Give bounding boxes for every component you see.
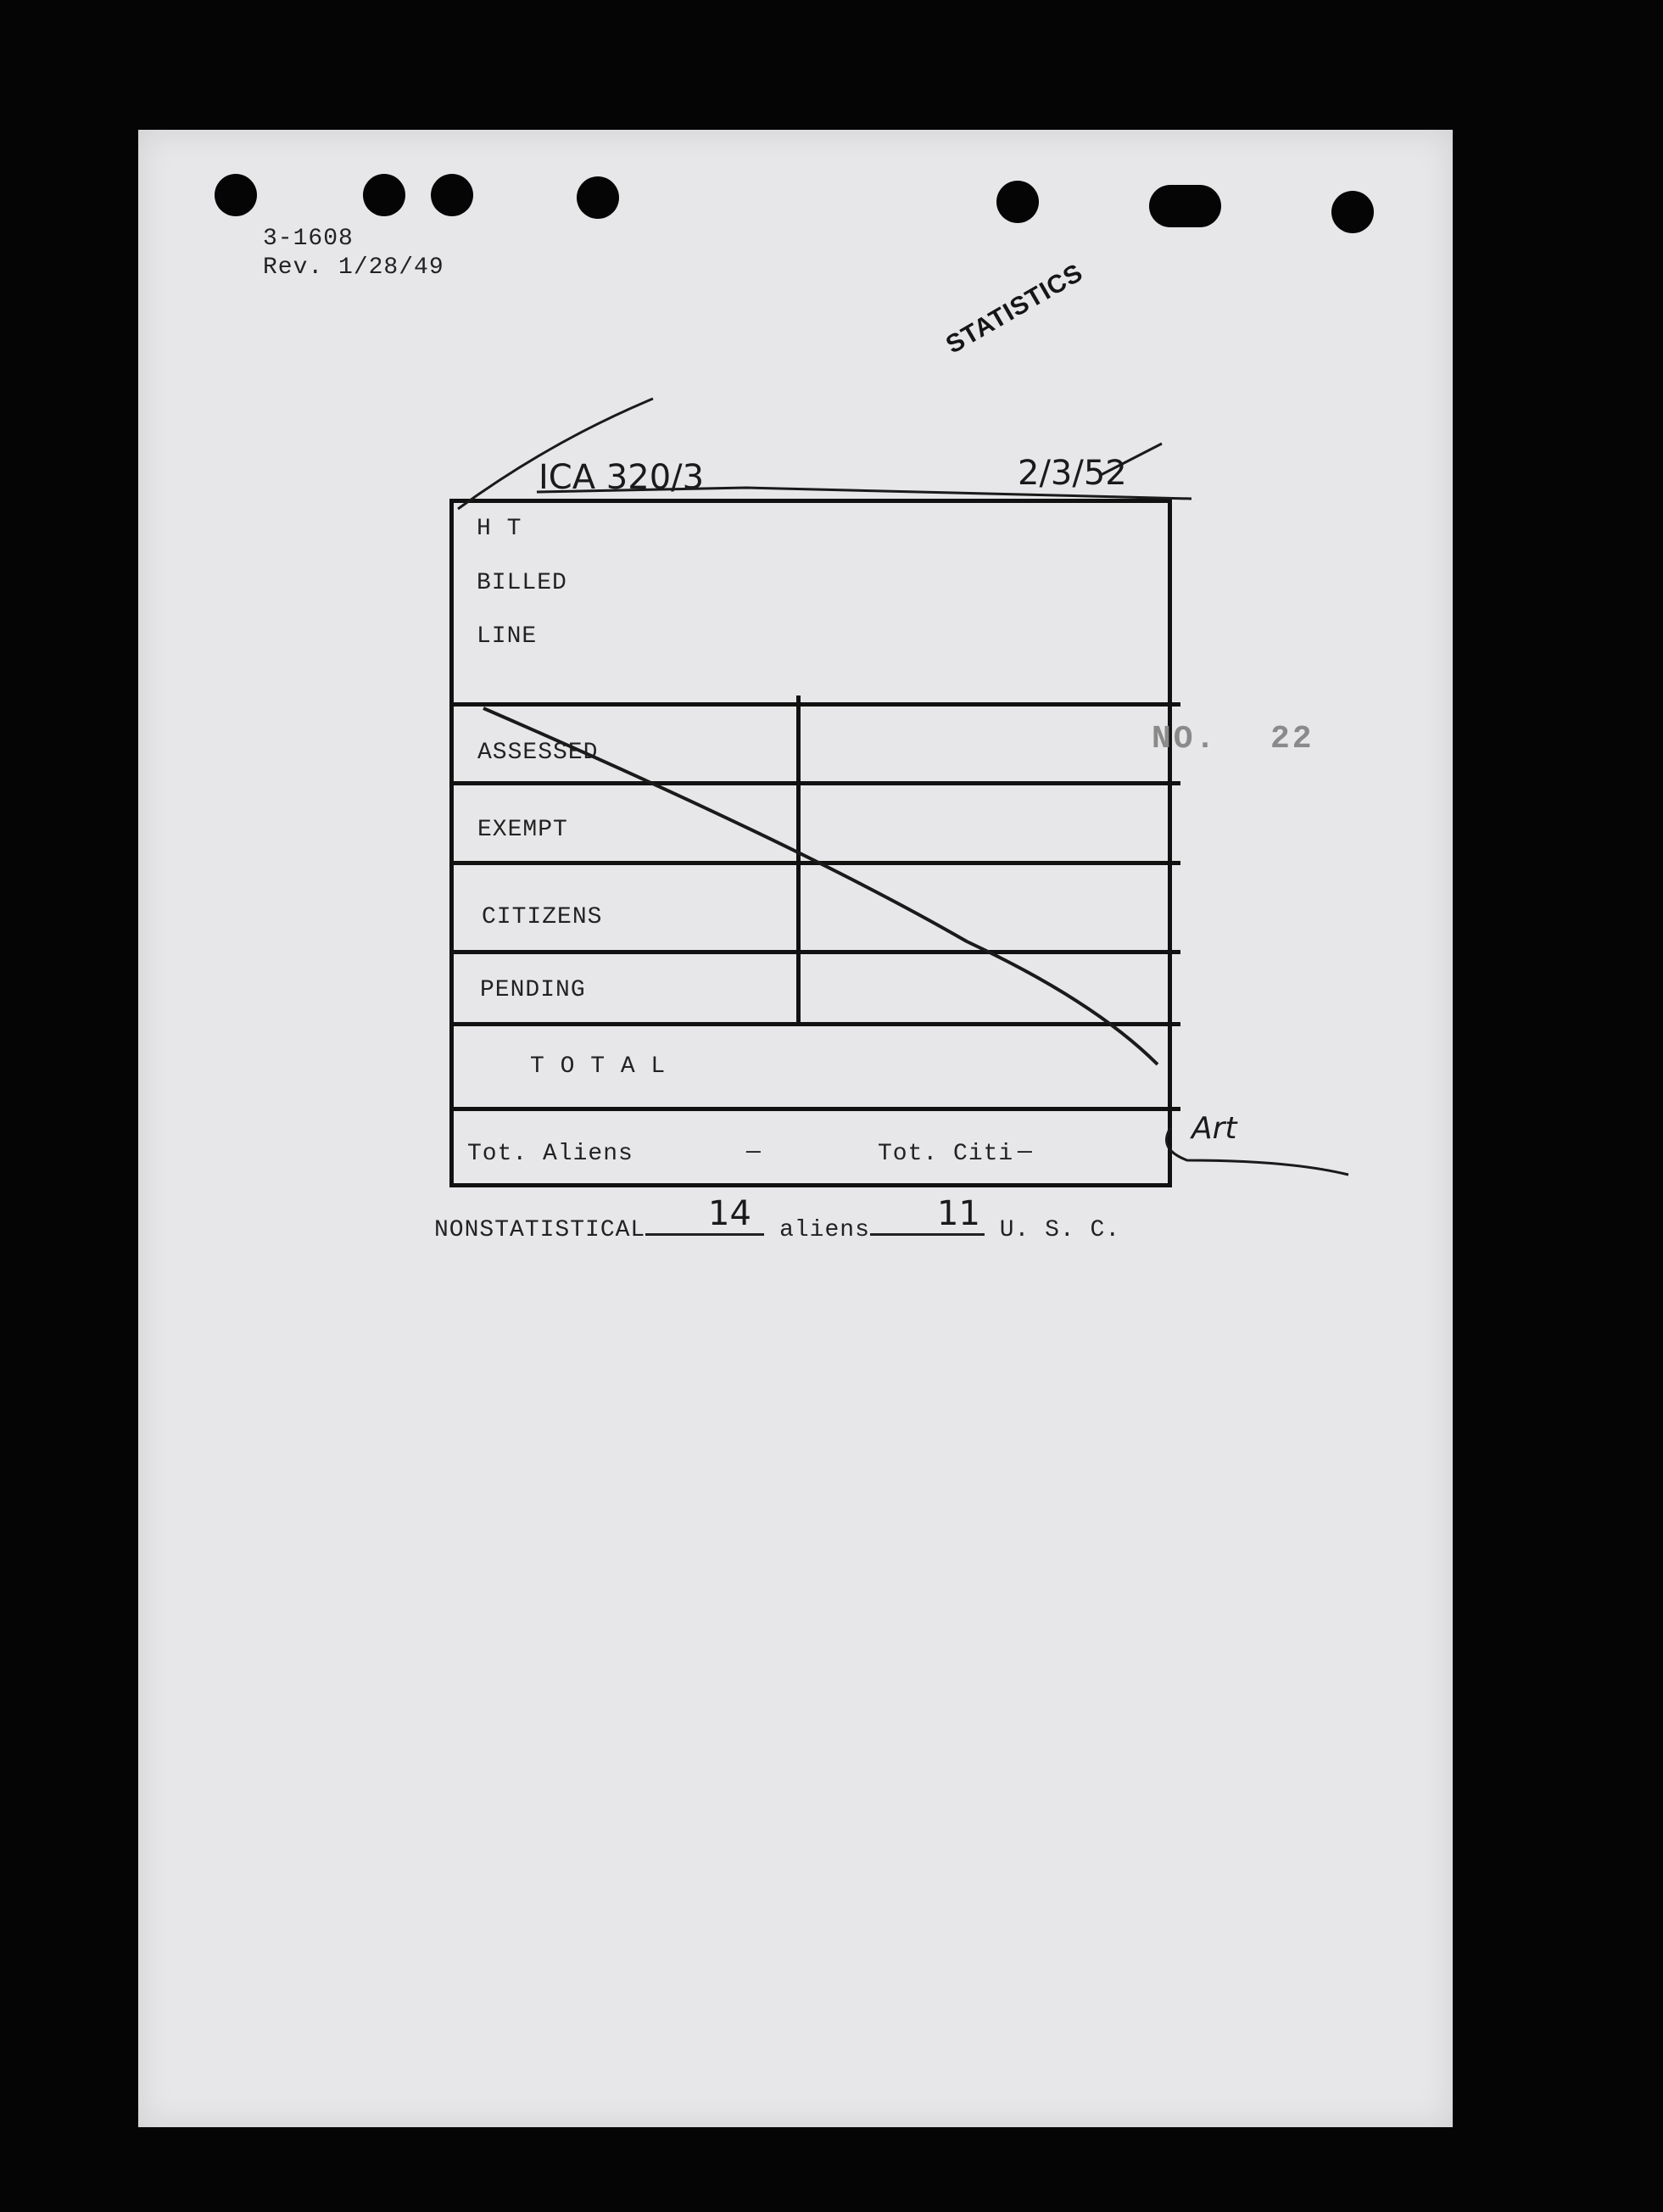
statistics-stamp: STATISTICS xyxy=(941,258,1088,360)
nonstatistical-line xyxy=(434,1217,1120,1243)
handwritten-file-reference: ICA 320/3 xyxy=(539,458,705,497)
punch-hole xyxy=(1331,191,1374,233)
table-divider xyxy=(449,1107,1180,1111)
side-note-value: 22 xyxy=(1270,721,1314,757)
punch-hole xyxy=(1149,185,1221,227)
form-number: 3-1608 xyxy=(263,226,354,252)
row-label-citizens: CITIZENS xyxy=(482,904,603,930)
handwritten-date: 2/3/52 xyxy=(1018,454,1127,493)
statistics-form-box xyxy=(449,499,1172,1187)
table-divider xyxy=(449,781,1180,785)
total-label: T O T A L xyxy=(530,1053,667,1080)
handwritten-usc-count: 11 xyxy=(937,1194,980,1233)
table-divider xyxy=(449,1022,1180,1026)
usc-label: U. S. C. xyxy=(999,1217,1121,1243)
header-line-billed: BILLED xyxy=(477,570,567,596)
row-label-assessed: ASSESSED xyxy=(477,740,599,766)
row-label-exempt: EXEMPT xyxy=(477,817,568,843)
tot-citizens-value: — xyxy=(1018,1139,1033,1165)
handwritten-aliens-count: 14 xyxy=(708,1194,751,1233)
side-note-label: NO. xyxy=(1152,721,1218,757)
punch-hole xyxy=(363,174,405,216)
table-divider xyxy=(449,950,1180,954)
form-number-block xyxy=(263,225,444,282)
punch-hole xyxy=(431,174,473,216)
table-divider xyxy=(449,861,1180,865)
tot-aliens-label: Tot. Aliens xyxy=(467,1141,633,1167)
header-line-line: LINE xyxy=(477,623,538,650)
tot-aliens-value: — xyxy=(746,1139,762,1165)
row-label-pending: PENDING xyxy=(480,977,586,1003)
punch-hole xyxy=(996,181,1039,223)
header-line-ht: H T xyxy=(477,516,522,542)
aliens-label: aliens xyxy=(779,1217,870,1243)
nonstatistical-label: NONSTATISTICAL xyxy=(434,1217,646,1243)
punch-hole xyxy=(577,176,619,219)
handwritten-initials: Art xyxy=(1191,1111,1237,1146)
tot-citizens-label: Tot. Citi xyxy=(878,1141,1014,1167)
punch-hole xyxy=(215,174,257,216)
table-divider xyxy=(449,702,1180,707)
form-revision: Rev. 1/28/49 xyxy=(263,254,444,281)
table-column-divider xyxy=(796,695,801,1022)
